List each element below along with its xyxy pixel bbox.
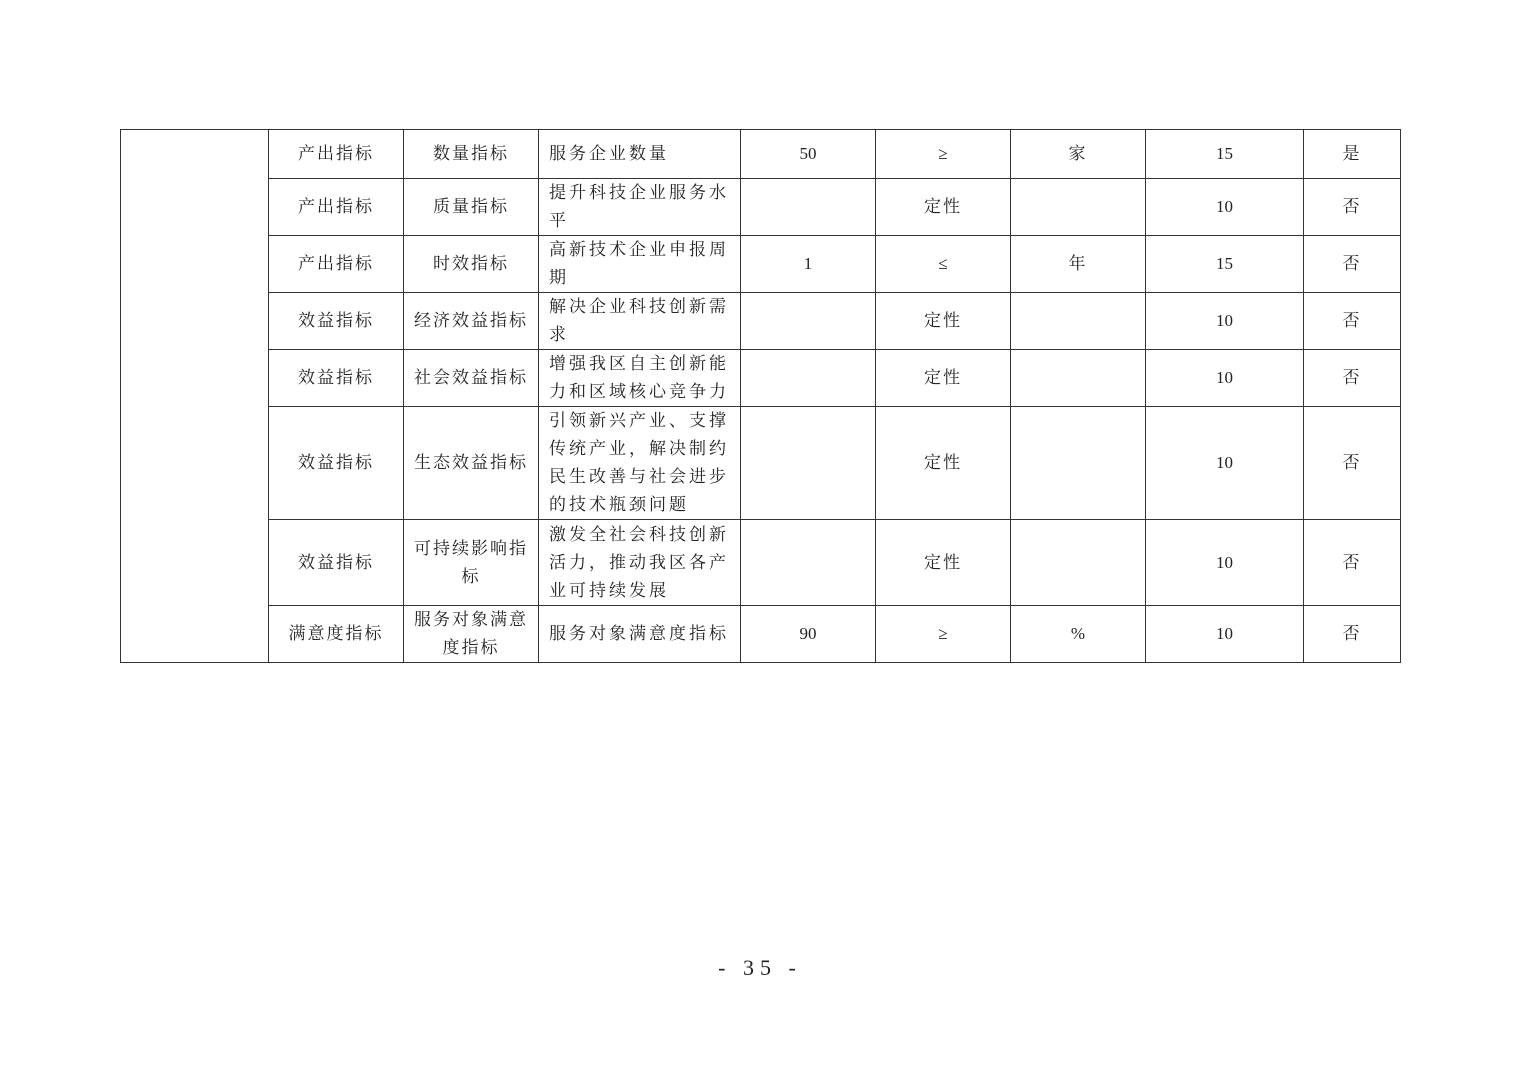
- level2-indicator: 数量指标: [404, 130, 539, 179]
- target-value: [741, 350, 876, 407]
- level1-indicator: 产出指标: [269, 130, 404, 179]
- unit: 家: [1011, 130, 1146, 179]
- table-row: [121, 520, 1401, 606]
- merged-blank-cell: [121, 130, 269, 663]
- target-value: [741, 179, 876, 236]
- level3-indicator: 引领新兴产业、支撑传统产业，解决制约民生改善与社会进步的技术瓶颈问题: [539, 407, 741, 520]
- table-row: [121, 407, 1401, 520]
- level3-indicator: 增强我区自主创新能力和区域核心竞争力: [539, 350, 741, 407]
- level1-indicator: 效益指标: [269, 293, 404, 350]
- target-value: 90: [741, 606, 876, 663]
- target-value: 1: [741, 236, 876, 293]
- target-value: [741, 293, 876, 350]
- table-row: [121, 293, 1401, 350]
- weight: 10: [1146, 606, 1304, 663]
- weight: 10: [1146, 407, 1304, 520]
- comparison-operator: 定性: [876, 520, 1011, 606]
- level1-indicator: 效益指标: [269, 350, 404, 407]
- unit: %: [1011, 606, 1146, 663]
- weight: 10: [1146, 350, 1304, 407]
- level1-indicator: 效益指标: [269, 520, 404, 606]
- level1-indicator: 满意度指标: [269, 606, 404, 663]
- weight: 15: [1146, 130, 1304, 179]
- comparison-operator: 定性: [876, 407, 1011, 520]
- core-indicator-flag: 否: [1304, 179, 1401, 236]
- level3-indicator: 服务对象满意度指标: [539, 606, 741, 663]
- core-indicator-flag: 否: [1304, 350, 1401, 407]
- table-row: [121, 236, 1401, 293]
- unit: [1011, 293, 1146, 350]
- weight: 10: [1146, 179, 1304, 236]
- level3-indicator: 激发全社会科技创新活力，推动我区各产业可持续发展: [539, 520, 741, 606]
- table-row: [121, 179, 1401, 236]
- table-row: [121, 130, 1401, 179]
- unit: [1011, 350, 1146, 407]
- level2-indicator: 可持续影响指标: [404, 520, 539, 606]
- level2-indicator: 经济效益指标: [404, 293, 539, 350]
- core-indicator-flag: 否: [1304, 407, 1401, 520]
- table-row: [121, 350, 1401, 407]
- comparison-operator: ≥: [876, 606, 1011, 663]
- unit: [1011, 407, 1146, 520]
- weight: 15: [1146, 236, 1304, 293]
- weight: 10: [1146, 293, 1304, 350]
- unit: [1011, 520, 1146, 606]
- level2-indicator: 生态效益指标: [404, 407, 539, 520]
- comparison-operator: 定性: [876, 293, 1011, 350]
- level2-indicator: 社会效益指标: [404, 350, 539, 407]
- core-indicator-flag: 否: [1304, 606, 1401, 663]
- level1-indicator: 效益指标: [269, 407, 404, 520]
- level3-indicator: 服务企业数量: [539, 130, 741, 179]
- level3-indicator: 提升科技企业服务水平: [539, 179, 741, 236]
- comparison-operator: ≥: [876, 130, 1011, 179]
- page-number: - 35 -: [718, 955, 802, 980]
- target-value: [741, 520, 876, 606]
- core-indicator-flag: 否: [1304, 520, 1401, 606]
- performance-indicator-table: [120, 129, 1401, 663]
- core-indicator-flag: 是: [1304, 130, 1401, 179]
- level3-indicator: 高新技术企业申报周期: [539, 236, 741, 293]
- level2-indicator: 服务对象满意度指标: [404, 606, 539, 663]
- level1-indicator: 产出指标: [269, 236, 404, 293]
- core-indicator-flag: 否: [1304, 236, 1401, 293]
- weight: 10: [1146, 520, 1304, 606]
- unit: [1011, 179, 1146, 236]
- target-value: 50: [741, 130, 876, 179]
- level3-indicator: 解决企业科技创新需求: [539, 293, 741, 350]
- level2-indicator: 时效指标: [404, 236, 539, 293]
- comparison-operator: 定性: [876, 350, 1011, 407]
- comparison-operator: ≤: [876, 236, 1011, 293]
- unit: 年: [1011, 236, 1146, 293]
- level1-indicator: 产出指标: [269, 179, 404, 236]
- level2-indicator: 质量指标: [404, 179, 539, 236]
- comparison-operator: 定性: [876, 179, 1011, 236]
- core-indicator-flag: 否: [1304, 293, 1401, 350]
- target-value: [741, 407, 876, 520]
- table-row: [121, 606, 1401, 663]
